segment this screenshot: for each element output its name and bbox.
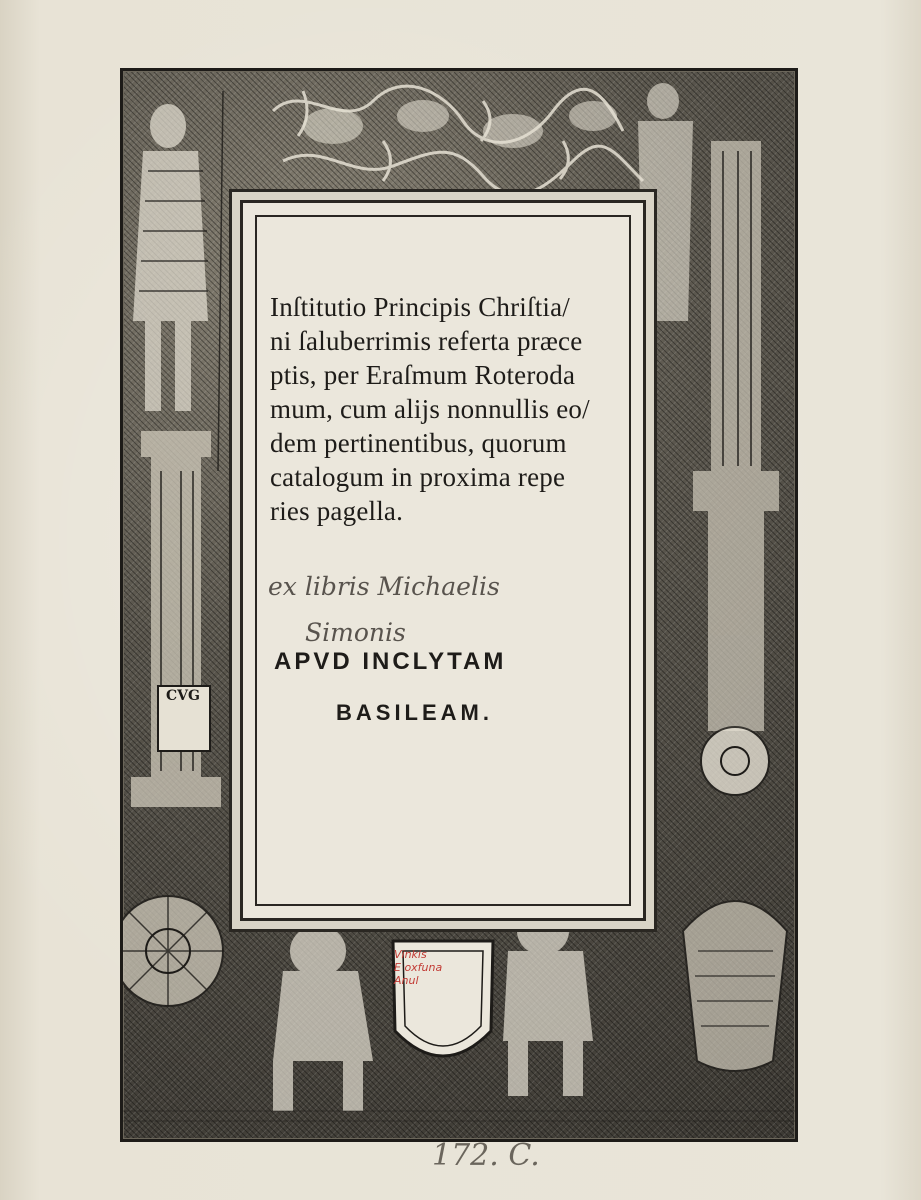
title-line: ries pagella. — [270, 496, 404, 526]
stamp-line: E oxfuna — [394, 961, 443, 974]
ownership-inscription-line-1: ex libris Michaelis — [268, 572, 500, 601]
ownership-inscription-line-2: Simonis — [305, 618, 406, 647]
shelfmark: 172. C. — [432, 1138, 540, 1173]
title-line: mum, cum aliјs nonnullis eo/ — [270, 394, 590, 424]
red-library-stamp — [394, 948, 486, 987]
imprint-line-2: BASILEAM. — [336, 700, 493, 725]
stamp-line: Anul — [394, 974, 419, 987]
printer-monogram: CVG — [166, 688, 200, 704]
stamp-line: Vinkis — [394, 948, 427, 961]
title-line: ptis, per Eraſmum Roteroda — [270, 360, 576, 390]
title-line: Inſtitutio Principis Chriſtia/ — [270, 292, 570, 322]
book-title — [270, 290, 630, 528]
title-line: ni ſaluberrimis referta præce — [270, 326, 583, 356]
imprint-line-1: APVD INCLYTAM — [274, 648, 507, 675]
title-line: dem pertinentibus, quorum — [270, 428, 567, 458]
title-line: catalogum in proxima repe — [270, 462, 566, 492]
